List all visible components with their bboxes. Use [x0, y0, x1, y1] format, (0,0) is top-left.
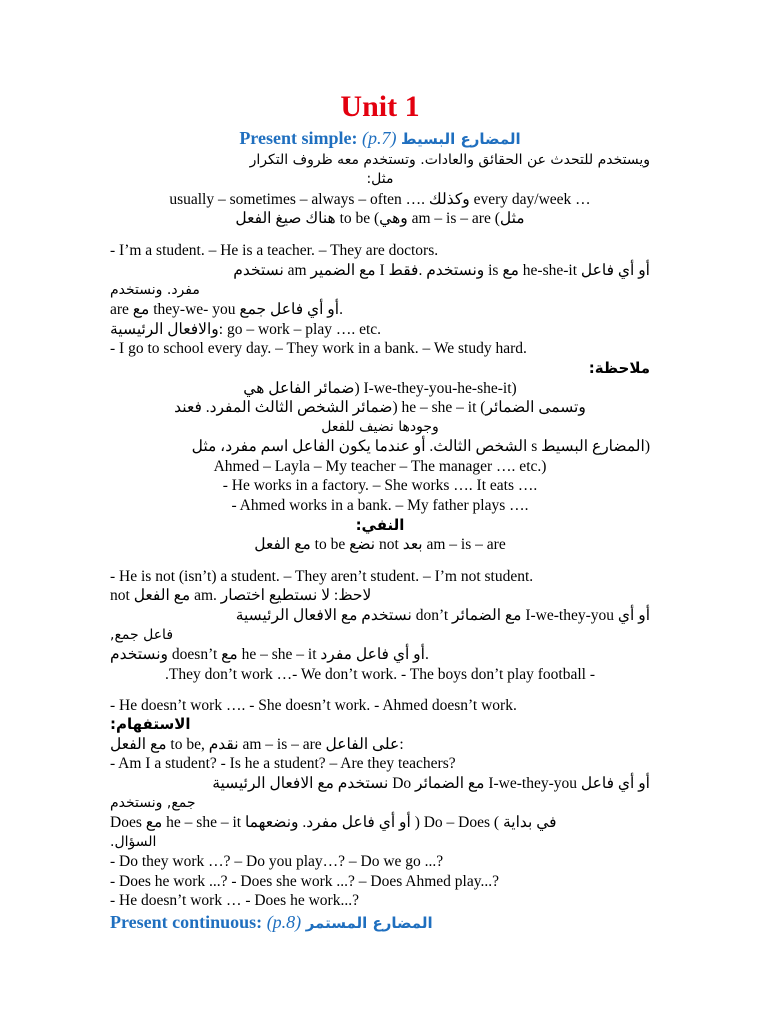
negative-example-be: - He is not (isn’t) a student. – They aren’t student. – I’m not student. — [110, 568, 534, 585]
frequency-adverbs: usually – sometimes – always – often …. وكذلك every day/week … — [169, 191, 591, 208]
third-person-example-2: - Ahmed works in a bank. – My father plays …. — [231, 497, 529, 514]
continuous-heading-en: Present continuous: — [110, 912, 263, 932]
subject-examples: Ahmed – Layla – My teacher – The manager …. etc.) — [213, 458, 547, 475]
heading-page: (p.7) — [361, 128, 397, 148]
present-continuous-heading — [110, 911, 650, 934]
continuous-heading-ar: المضارع المستمر — [305, 914, 433, 932]
rule-am: نستخدم am مع الضمير I ونستخدم .فقط is مع he-she-it أو أي فاعل — [233, 262, 650, 279]
heading-en: Present simple: — [239, 128, 358, 148]
question-to-be-rule: مع الفعل to be, نقدم am – is – are على الفاعل: — [110, 736, 404, 753]
to-be-forms: هناك صيغ الفعل to be (وهي am – is – are (مثل — [235, 210, 525, 227]
negative-example-doesnt: - He doesn’t work …. - She doesn’t work. - Ahmed doesn’t work. — [110, 697, 517, 714]
question-does-examples: - Does he work ...? - Does she work ...? – Does Ahmed play...? — [110, 873, 499, 890]
rule-am-continuation: مفرد. ونستخدم — [110, 282, 200, 298]
negative-example-dont: .They don’t work …- We don’t work. - The boys don’t play football - — [165, 666, 595, 683]
rule-do: نستخدم مع الافعال الرئيسية Do مع الضمائر I-we-they-you أو أي فاعل — [212, 775, 650, 792]
singular-subject-note: الشخص الثالث. أو عندما يكون الفاعل اسم مفرد، مثل s المضارع البسيط) — [191, 438, 650, 455]
continuous-heading-page: (p.8) — [266, 912, 302, 932]
subject-pronouns: ضمائر الفاعل هي) I-we-they-you-he-she-it) — [243, 380, 517, 397]
rule-do-continuation: جمع, ونستخدم — [110, 795, 196, 811]
question-contrast-example: - He doesn’t work … - Does he work...? — [110, 892, 359, 909]
question-be-examples: - Am I a student? - Is he a student? – Are they teachers? — [110, 755, 456, 772]
rule-are: are مع they-we- you أو أي فاعل جمع. — [110, 301, 343, 318]
unit-title: Unit 1 — [340, 90, 420, 123]
verb-examples: - I go to school every day. – They work in a bank. – We study hard. — [110, 340, 527, 357]
heading-ar: المضارع البسيط — [400, 130, 521, 148]
third-person-example-1: - He works in a factory. – She works …. It eats …. — [222, 477, 538, 494]
rule-doesnt: ونستخدم doesn’t مع he – she – it أو أي فاعل مفرد. — [110, 646, 429, 663]
main-verbs: والافعال الرئيسية: go – work – play …. etc. — [110, 321, 382, 338]
rule-dont-continuation: فاعل جمع, — [110, 627, 174, 643]
rule-dont: نستخدم مع الافعال الرئيسية don’t مع الضمائر I-we-they-you أو أي — [235, 607, 650, 624]
rule-does: Does مع he – she – it أو أي فاعل مفرد. ونضعهما ) Do – Does ( في بداية — [110, 814, 557, 831]
question-do-examples: - Do they work …? – Do you play…? – Do we go ...? — [110, 853, 444, 870]
present-simple-heading — [110, 127, 650, 150]
note-heading: ملاحظة: — [588, 359, 650, 377]
question-heading: الاستفهام: — [110, 715, 191, 733]
negative-heading: النفي: — [355, 516, 405, 534]
be-examples: - I’m a student. – He is a teacher. – They are doctors. — [110, 242, 439, 259]
negative-to-be-rule: مع الفعل to be نضع not بعد am – is – are — [254, 536, 506, 553]
negative-am-note: not مع الفعل am. لاحظ: لا نستطيع اختصار — [110, 587, 372, 604]
usage-line: ويستخدم للتحدث عن الحقائق والعادات. وتستخدم معه ظروف التكرار — [249, 152, 650, 168]
third-person-pronouns: ضمائر الشخص الثالث المفرد. فعند) he – she – it (وتسمى الضمائر — [174, 399, 586, 416]
add-s-note: وجودها نضيف للفعل — [321, 419, 439, 435]
rule-does-continuation: السؤال. — [110, 834, 157, 850]
mithl-label: مثل: — [366, 171, 394, 187]
